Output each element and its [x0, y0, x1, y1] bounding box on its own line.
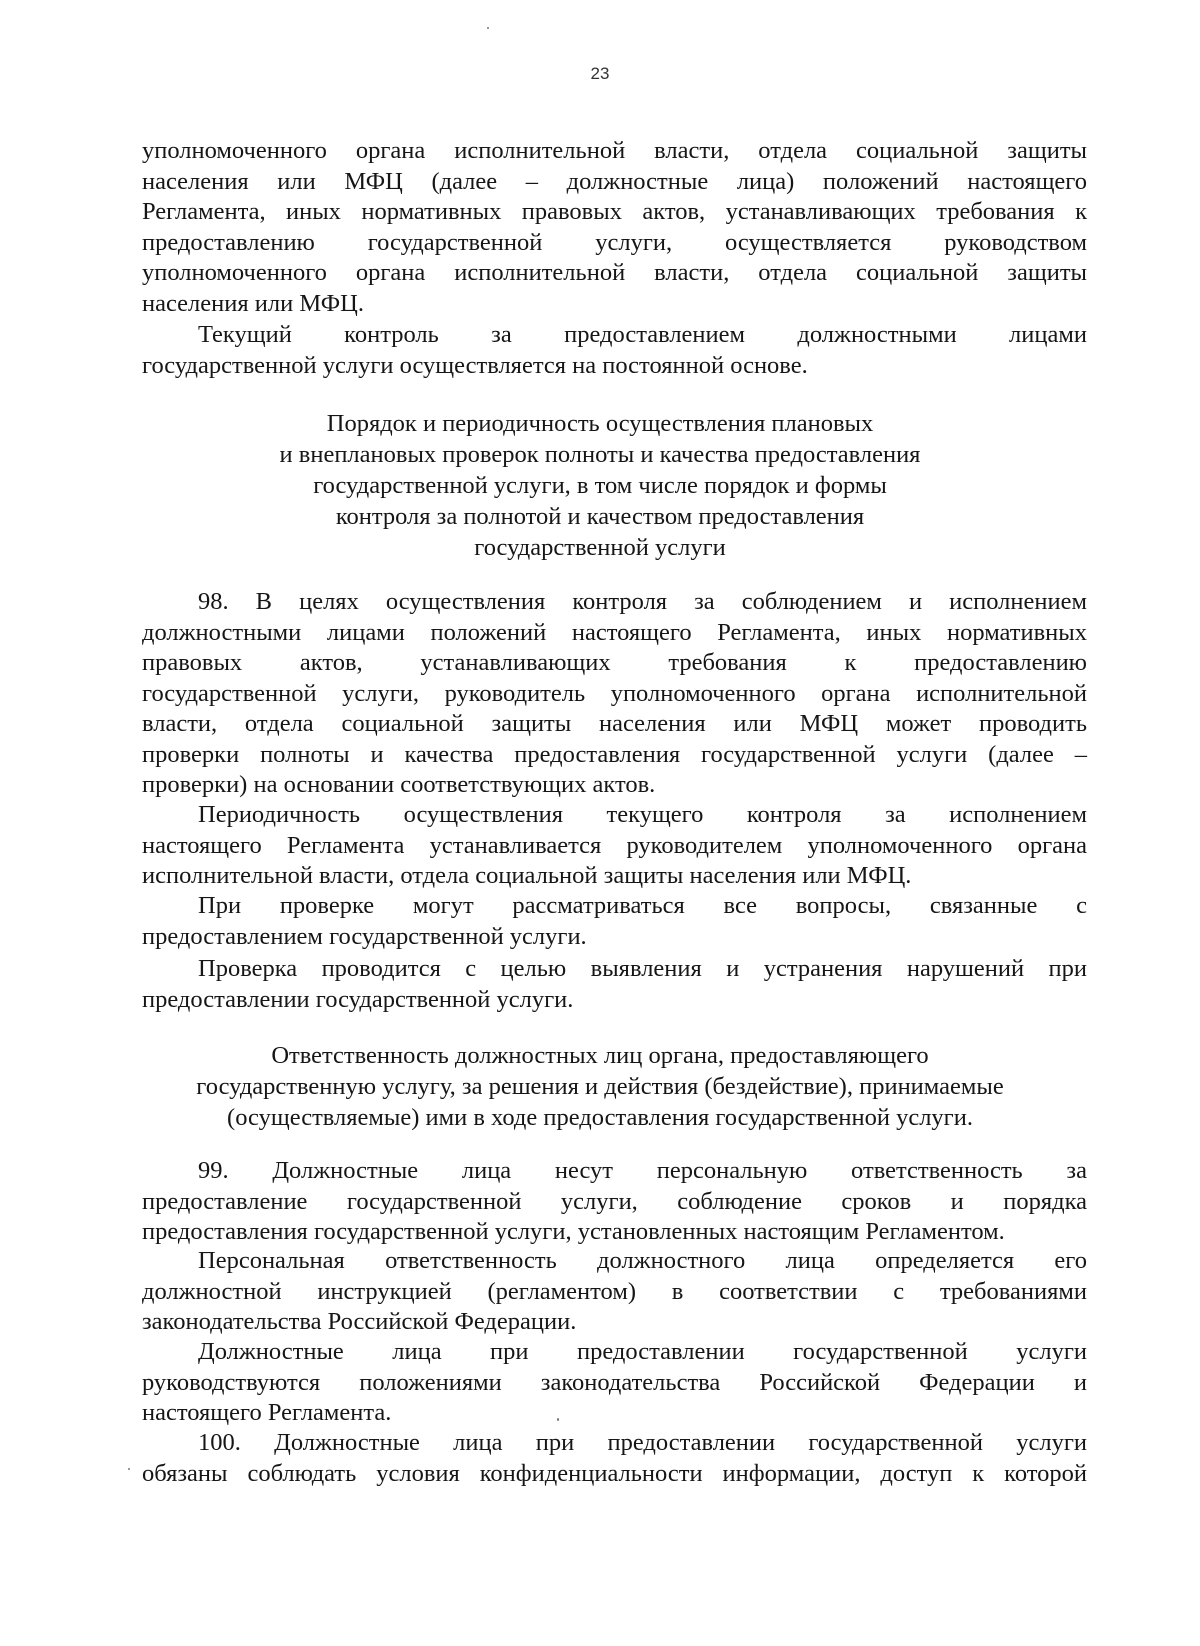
section-heading-responsibility: [0, 1040, 1200, 1133]
heading-line: Ответственность должностных лиц органа, предоставляющего: [271, 1042, 929, 1069]
text-line: предоставлении государственной услуги.: [142, 985, 574, 1013]
heading-line: государственной услуги, в том числе порядок и формы: [313, 472, 887, 499]
paragraph-98: [142, 587, 1087, 801]
text-line: уполномоченного органа исполнительной власти, отдела социальной защиты: [142, 137, 1087, 164]
text-line: Регламента, иных нормативных правовых актов, устанавливающих требования к: [142, 198, 1087, 225]
text-line: исполнительной власти, отдела социальной защиты населения или МФЦ.: [142, 862, 912, 889]
text-line: правовых актов, устанавливающих требования к предоставлению: [142, 649, 1087, 676]
paragraph-100: [142, 1428, 1087, 1489]
text-line: населения или МФЦ (далее – должностные лица) положений настоящего: [142, 167, 1087, 195]
text-line: государственной услуги, руководитель уполномоченного органа исполнительной: [142, 679, 1087, 707]
scan-speck: [487, 27, 489, 29]
paragraph-inspection-questions: [142, 891, 1087, 952]
text-line: Должностные лица при предоставлении государственной услуги: [198, 1338, 1087, 1365]
text-line: населения или МФЦ.: [142, 289, 364, 317]
text-line: должностной инструкцией (регламентом) в соответствии с требованиями: [142, 1277, 1087, 1305]
heading-line: (осуществляемые) ими в ходе предоставления государственной услуги.: [227, 1104, 973, 1131]
text-line: проверки) на основании соответствующих актов.: [142, 771, 656, 798]
scan-speck: [557, 1418, 559, 1421]
heading-line: и внеплановых проверок полноты и качества предоставления: [279, 441, 921, 468]
paragraph-guided-by: [142, 1337, 1087, 1429]
text-line: 99. Должностные лица несут персональную ответственность за: [198, 1157, 1087, 1184]
section-heading-inspections: [0, 408, 1200, 563]
scan-speck: [128, 1468, 130, 1470]
text-line: предоставлению государственной услуги, осуществляется руководством: [142, 228, 1087, 256]
text-line: Проверка проводится с целью выявления и устранения нарушений при: [198, 955, 1087, 982]
paragraph-periodicity: [142, 800, 1087, 892]
text-line: предоставления государственной услуги, установленных настоящим Регламентом.: [142, 1218, 1005, 1245]
page-number: 23: [590, 64, 610, 83]
text-line: При проверке могут рассматриваться все вопросы, связанные с: [198, 892, 1087, 919]
text-line: должностными лицами положений настоящего Регламента, иных нормативных: [142, 618, 1087, 646]
heading-line: контроля за полнотой и качеством предоставления: [335, 503, 865, 530]
text-line: Текущий контроль за предоставлением должностными лицами: [198, 321, 1087, 348]
text-line: Периодичность осуществления текущего контроля за исполнением: [198, 801, 1087, 828]
text-line: обязаны соблюдать условия конфиденциальности информации, доступ к которой: [142, 1459, 1087, 1487]
paragraph-inspection-purpose: [142, 954, 1087, 1015]
text-line: руководствуются положениями законодательства Российской Федерации и: [142, 1368, 1087, 1396]
text-line: 100. Должностные лица при предоставлении государственной услуги: [198, 1429, 1087, 1456]
paragraph-continuation: [142, 136, 1087, 319]
text-line: проверки полноты и качества предоставления государственной услуги (далее –: [142, 740, 1087, 768]
text-line: настоящего Регламента устанавливается руководителем уполномоченного органа: [142, 831, 1087, 859]
paragraph-99: [142, 1156, 1087, 1248]
paragraph-current-control: [142, 320, 1087, 381]
text-line: власти, отдела социальной защиты населения или МФЦ может проводить: [142, 710, 1087, 737]
text-line: государственной услуги осуществляется на постоянной основе.: [142, 351, 808, 379]
text-line: Персональная ответственность должностного лица определяется его: [198, 1247, 1087, 1274]
text-line: уполномоченного органа исполнительной власти, отдела социальной защиты: [142, 259, 1087, 286]
text-line: предоставлением государственной услуги.: [142, 922, 587, 950]
heading-line: Порядок и периодичность осуществления плановых: [326, 410, 874, 437]
text-line: законодательства Российской Федерации.: [142, 1308, 577, 1335]
heading-line: государственную услугу, за решения и действия (бездействие), принимаемые: [196, 1073, 1004, 1100]
text-line: настоящего Регламента.: [142, 1399, 392, 1426]
text-line: 98. В целях осуществления контроля за соблюдением и исполнением: [198, 588, 1087, 615]
paragraph-personal-responsibility: [142, 1246, 1087, 1338]
heading-line: государственной услуги: [474, 534, 726, 561]
text-line: предоставление государственной услуги, соблюдение сроков и порядка: [142, 1187, 1087, 1215]
